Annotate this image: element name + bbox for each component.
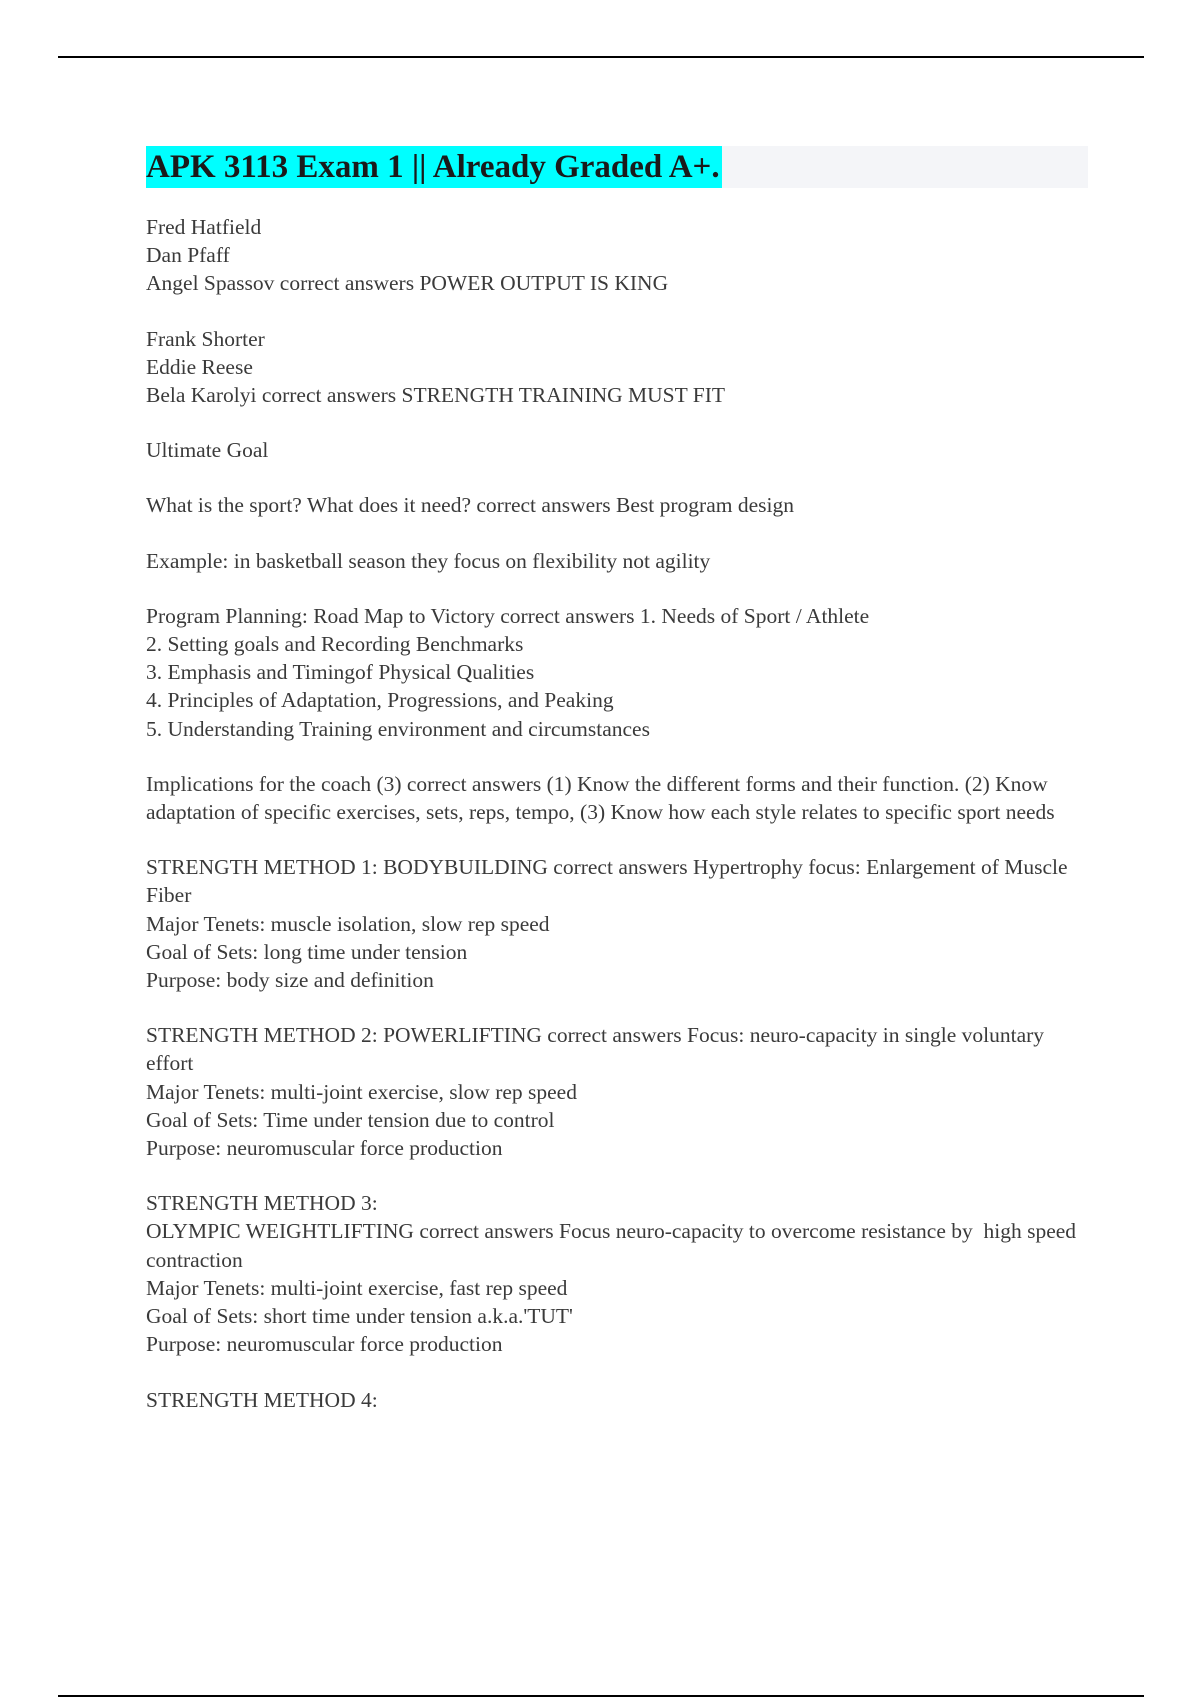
text-line: Frank Shorter	[146, 326, 265, 351]
text-block	[146, 491, 1096, 519]
text-line: Goal of Sets: short time under tension a.k.a.'TUT'	[146, 1304, 573, 1329]
text-line: Purpose: body size and definition	[146, 968, 434, 993]
text-line: Bela Karolyi correct answers STRENGTH TRAINING MUST FIT	[146, 383, 726, 408]
text-block	[146, 602, 1096, 743]
text-block	[146, 1386, 1096, 1414]
text-block	[146, 1189, 1096, 1358]
bottom-rule	[58, 1695, 1144, 1697]
text-block	[146, 1021, 1096, 1162]
text-line: STRENGTH METHOD 2: POWERLIFTING correct answers Focus: neuro-capacity in single voluntary effort	[146, 1023, 1050, 1076]
text-line: STRENGTH METHOD 3:	[146, 1191, 378, 1216]
text-line: Angel Spassov correct answers POWER OUTPUT IS KING	[146, 271, 669, 296]
text-line: 4. Principles of Adaptation, Progressions, and Peaking	[146, 688, 614, 713]
text-line: Purpose: neuromuscular force production	[146, 1136, 503, 1161]
text-line: STRENGTH METHOD 1: BODYBUILDING correct answers Hypertrophy focus: Enlargement of Muscle Fiber	[146, 855, 1073, 908]
text-block	[146, 770, 1096, 826]
text-line: Fred Hatfield	[146, 215, 262, 239]
text-block	[146, 213, 1096, 298]
text-line: Goal of Sets: long time under tension	[146, 939, 468, 964]
text-line: Purpose: neuromuscular force production	[146, 1332, 503, 1357]
document-body	[146, 213, 1096, 1441]
text-line: Major Tenets: muscle isolation, slow rep speed	[146, 911, 550, 936]
text-line: Major Tenets: multi-joint exercise, fast rep speed	[146, 1275, 568, 1300]
text-line: Ultimate Goal	[146, 438, 269, 463]
text-block	[146, 436, 1096, 464]
text-line: 3. Emphasis and Timingof Physical Qualities	[146, 660, 535, 685]
text-line: What is the sport? What does it need? correct answers Best program design	[146, 493, 794, 518]
text-line: Dan Pfaff	[146, 243, 230, 268]
text-line: STRENGTH METHOD 4:	[146, 1387, 378, 1412]
text-line: Example: in basketball season they focus on flexibility not agility	[146, 548, 711, 573]
document-title: APK 3113 Exam 1 || Already Graded A+.	[146, 146, 722, 188]
text-line: 2. Setting goals and Recording Benchmarks	[146, 632, 524, 657]
text-line: 5. Understanding Training environment and circumstances	[146, 716, 650, 741]
text-line: Goal of Sets: Time under tension due to control	[146, 1107, 555, 1132]
text-line: Eddie Reese	[146, 354, 253, 379]
text-block	[146, 325, 1096, 410]
text-line: Major Tenets: multi-joint exercise, slow rep speed	[146, 1079, 577, 1104]
text-block	[146, 547, 1096, 575]
text-block	[146, 853, 1096, 994]
text-line: Program Planning: Road Map to Victory correct answers 1. Needs of Sport / Athlete	[146, 603, 870, 628]
text-line: OLYMPIC WEIGHTLIFTING correct answers Focus neuro-capacity to overcome resistance by high speed contraction	[146, 1219, 1082, 1272]
top-rule	[58, 56, 1144, 58]
text-line: Implications for the coach (3) correct answers (1) Know the different forms and their function. (2) Know adaptation of specific exercises, sets, reps, tempo, (3) Know how each style relates to specific sport needs	[146, 771, 1055, 825]
